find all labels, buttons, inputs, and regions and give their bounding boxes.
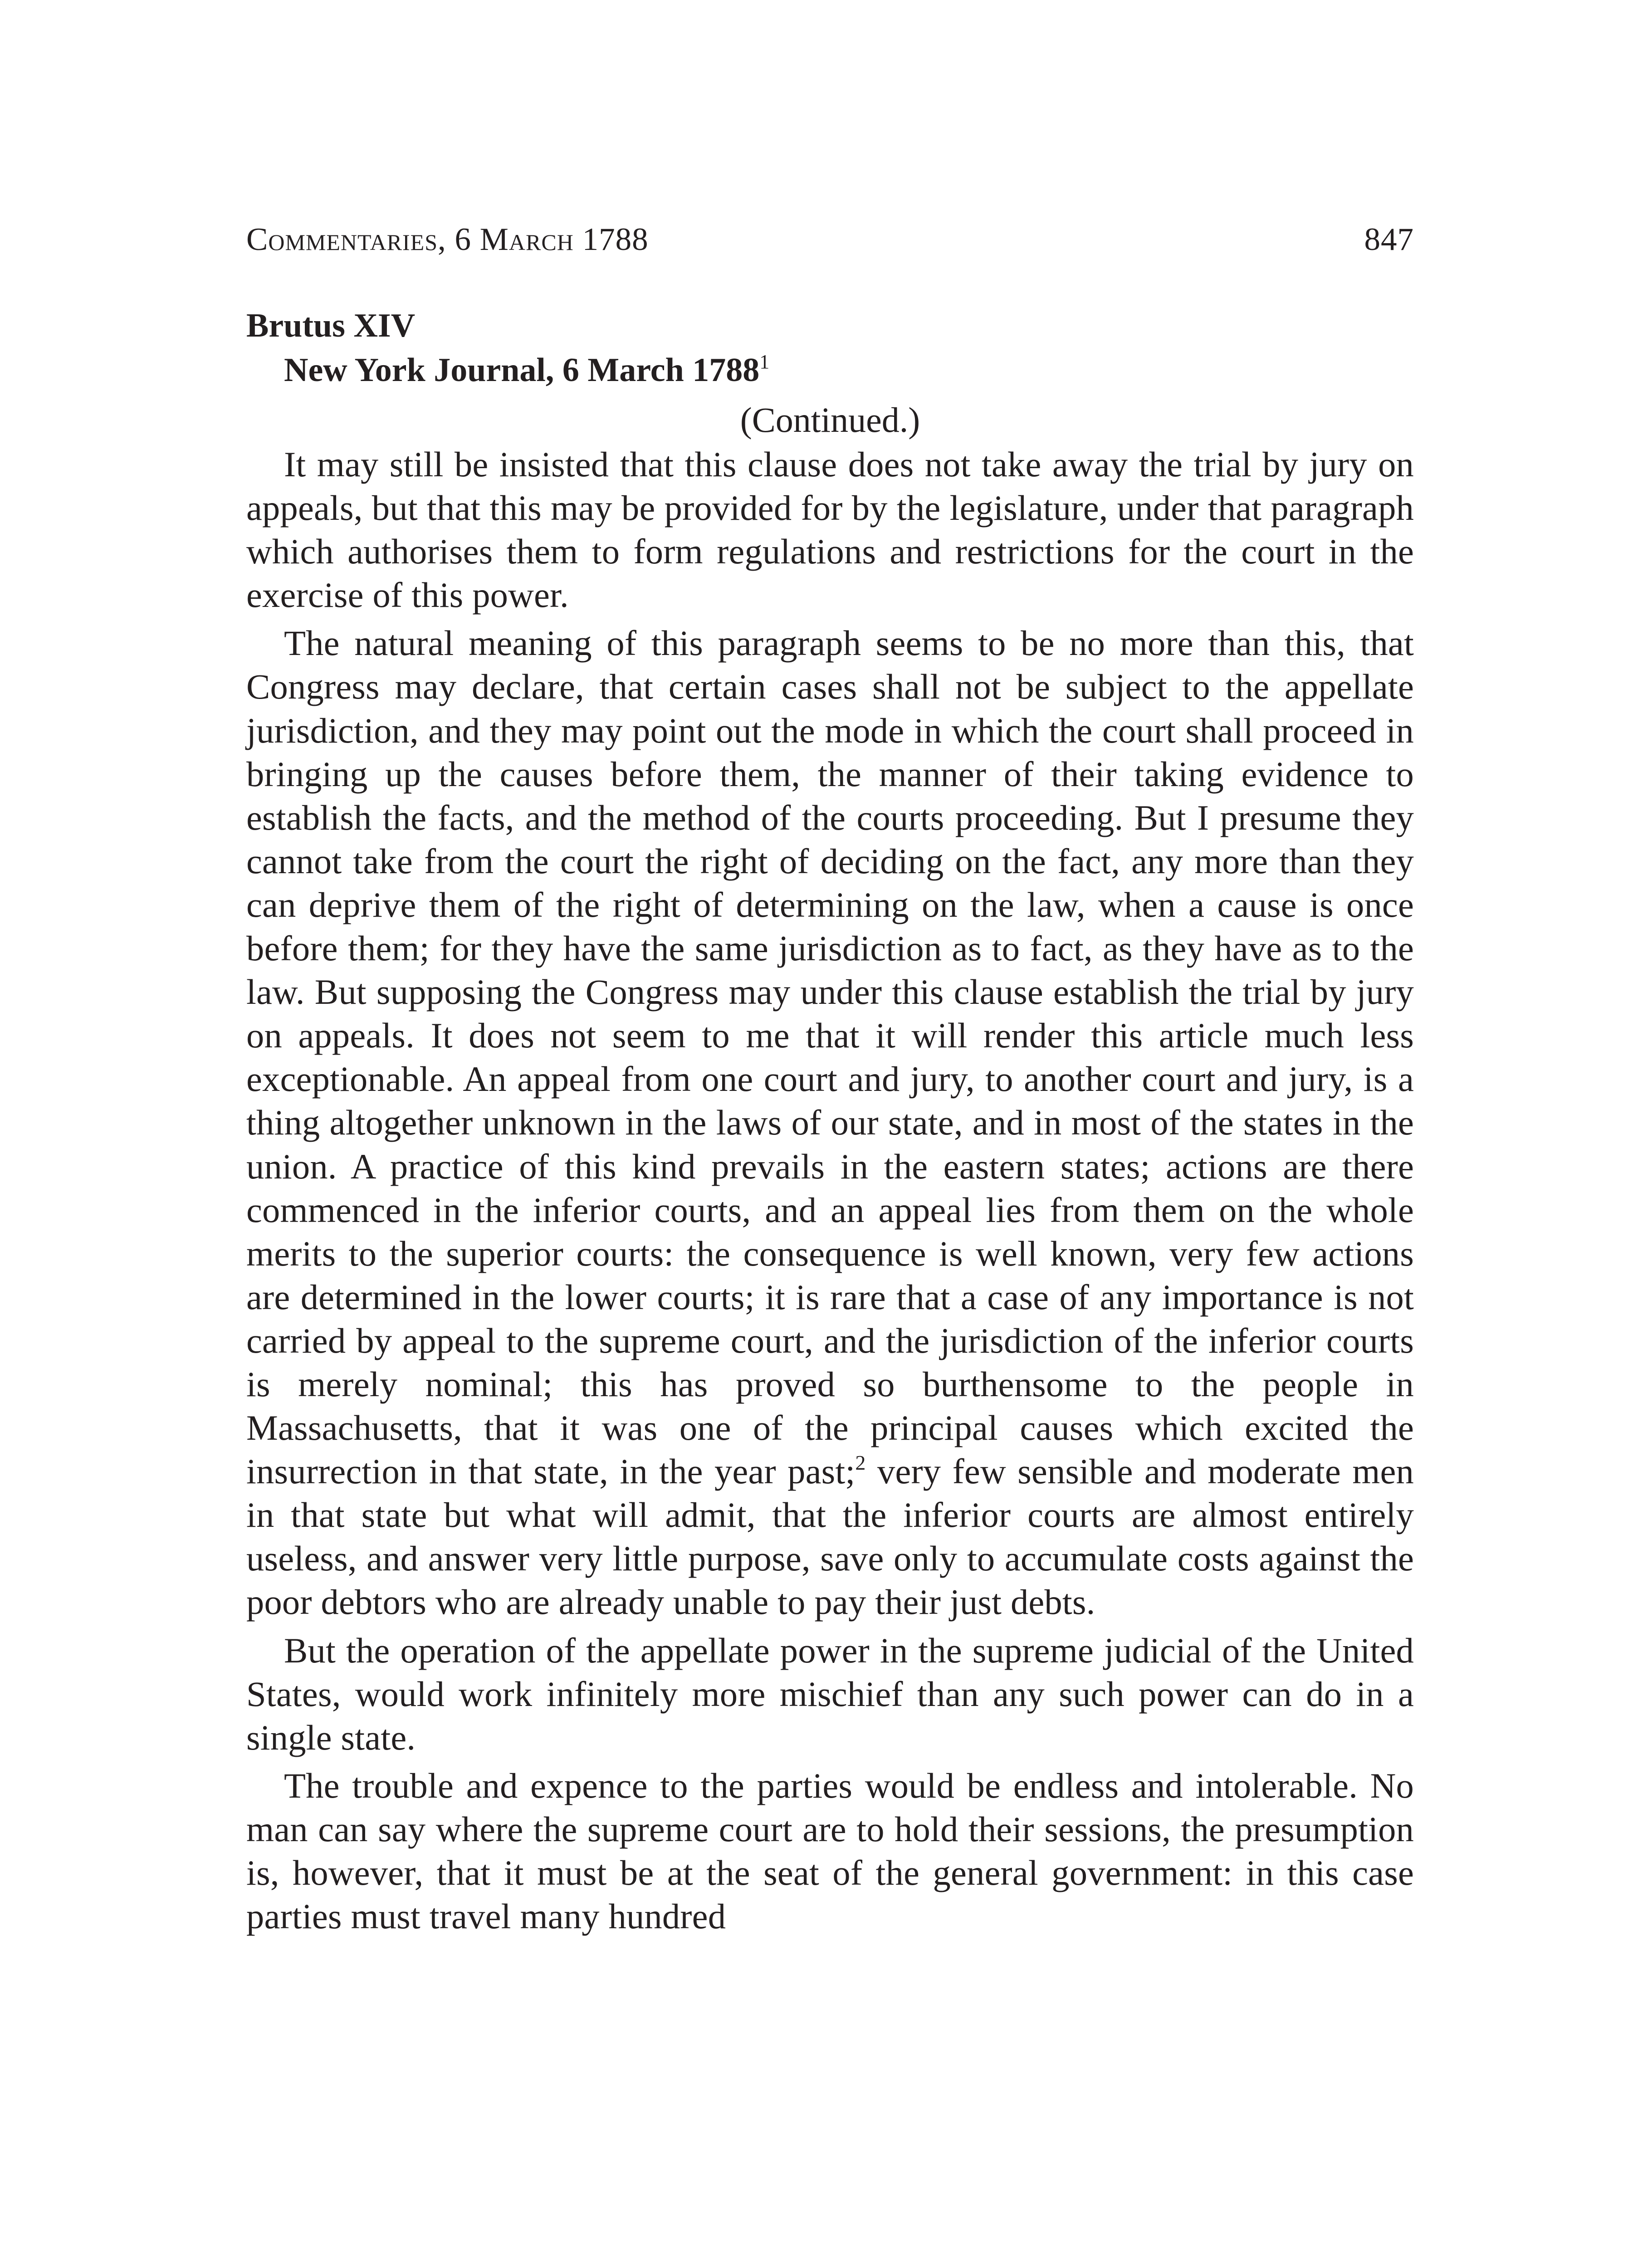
paragraph bbox=[246, 1764, 1414, 1938]
body-text bbox=[246, 443, 1414, 1943]
footnote-ref-2: 2 bbox=[855, 1451, 866, 1475]
running-head bbox=[246, 217, 1414, 262]
page-number: 847 bbox=[1364, 222, 1414, 257]
article-source-text: New York Journal, 6 March 1788 bbox=[284, 352, 760, 389]
paragraph-text: It may still be insisted that this clause does not take away the trial by jury on appeals, but that this may be provided for by the legislature, under that paragraph which authorises them to form regulations and restrictions for the court in the exercise of this power. bbox=[246, 445, 1414, 615]
paragraph bbox=[246, 621, 1414, 1624]
paragraph-text-continued: very few sensible and moderate men in that state but what will admit, that the inferior courts are almost entirely useless, and answer very little purpose, save only to accumulate costs against the poor debtors who are already unable to pay their just debts. bbox=[246, 1452, 1414, 1622]
paragraph bbox=[246, 1629, 1414, 1760]
article-title: Brutus XIV bbox=[246, 307, 416, 344]
paragraph-text: The trouble and expence to the parties would be endless and intolerable. No man can say where the supreme court are to hold their sessions, the presumption is, however, that it must be at the seat of the general government: in this case parties must travel many hundred bbox=[246, 1765, 1414, 1936]
paragraph-text: But the operation of the appellate power in the supreme judicial of the United States, would work infinitely more mischief than any such power can do in a single state. bbox=[246, 1630, 1414, 1757]
paragraph-text: The natural meaning of this paragraph seems to be no more than this, that Congress may declare, that certain cases shall not be subject to the appellate jurisdiction, and they may point out the mode in which the court shall proceed in bringing up the causes before them, the manner of their taking evidence to establish the facts, and the method of the courts proceeding. But I presume they cannot take from the court the right of deciding on the fact, any more than they can deprive them of the right of determining on the law, when a cause is once before them; for they have the same jurisdiction as to fact, as they have as to the law. But supposing the Congress may under this clause establish the trial by jury on appeals. It does not seem to me that it will render this article much less exceptionable. An appeal from one court and jury, to another court and jury, is a thing altogether unknown in the laws of our state, and in most of the states in the union. A practice of this kind prevails in the eastern states; actions are there commenced in the inferior courts, and an appeal lies from them on the whole merits to the superior courts: the consequence is well known, very few actions are determined in the lower courts; it is rare that a case of any importance is not carried by appeal to the supreme court, and the jurisdiction of the inferior courts is merely nominal; this has proved so burthensome to the people in Massachusetts, that it was one of the principal causes which excited the insurrection in that state, in the year past; bbox=[246, 623, 1414, 1491]
running-head-title: Commentaries, 6 March 1788 bbox=[246, 222, 649, 257]
footnote-ref-1: 1 bbox=[759, 351, 770, 373]
continued-label: (Continued.) bbox=[740, 400, 920, 440]
paragraph bbox=[246, 443, 1414, 617]
article-source bbox=[284, 347, 769, 393]
